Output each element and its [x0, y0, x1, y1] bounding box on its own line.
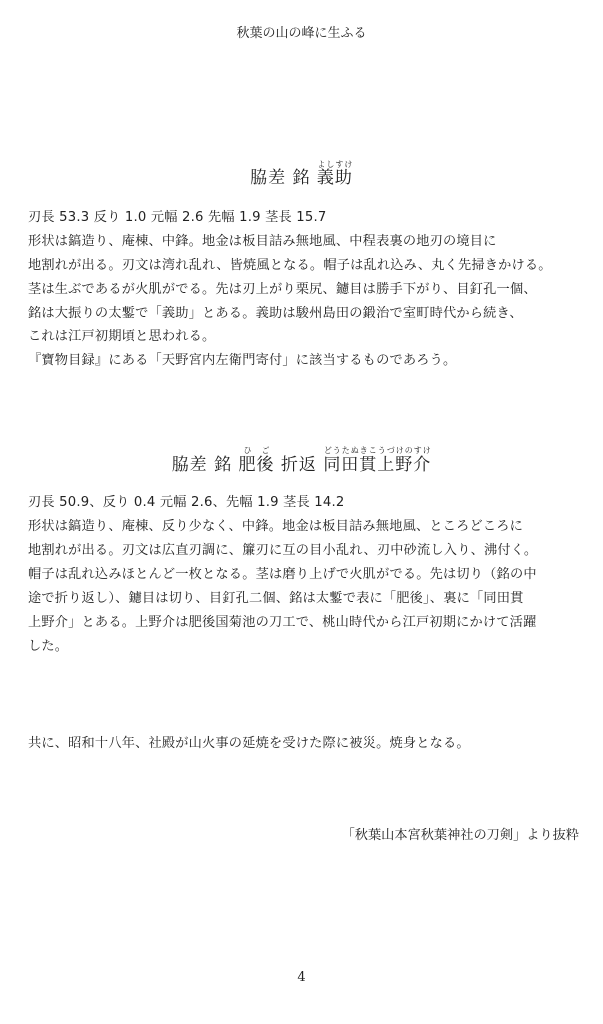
- source-citation: 「秋葉山本宮秋葉神社の刀剣」より抜粋: [341, 828, 579, 843]
- title-ruby-word: 折返​: [280, 446, 317, 475]
- closing-note: 共に、昭和十八年、社殿が山火事の延焼を受けた際に被災。焼身となる。: [28, 736, 470, 751]
- body-line: 形状は鎬造り、庵棟、反り少なく、中鋒。地金は板目詰み無地風、ところどころに: [28, 519, 524, 534]
- section-title-higo: [0, 446, 603, 475]
- page-number: 4: [297, 970, 306, 985]
- body-line: 茎は生ぶであるが火肌がでる。先は刃上がり栗尻、鑢目は勝手下がり、目釘孔一個、: [28, 282, 537, 297]
- running-header: 秋葉の山の峰に生ふる: [236, 26, 367, 41]
- body-line: 銘は大振りの太鏨で「義助」とある。義助は駿州島田の鍛治で室町時代から続き、: [28, 306, 523, 321]
- title-ruby-word: 同田貫上野介どうたぬきこうづけのすけ: [323, 446, 432, 475]
- title-word: 脇差: [250, 168, 287, 188]
- body-line: 地割れが出る。刃文は湾れ乱れ、皆焼風となる。帽子は乱れ込み、丸く先掃きかける。: [28, 258, 552, 273]
- title-word: 銘: [214, 455, 233, 475]
- spec-line: 刃長 53.3 反り 1.0 元幅 2.6 先幅 1.9 茎長 15.7: [28, 210, 327, 225]
- body-line: 地割れが出る。刃文は広直刃調に、簾刃に互の目小乱れ、刃中砂流し入り、沸付く。: [28, 543, 538, 558]
- spec-line: 刃長 50.9、反り 0.4 元幅 2.6、先幅 1.9 茎長 14.2: [28, 495, 345, 510]
- title-ruby-word: 肥後ひご: [238, 446, 275, 475]
- body-line: これは江戸初期頃と思われる。: [28, 329, 216, 344]
- title-ruby-word: 義助よしすけ: [316, 160, 353, 188]
- title-word: 脇差: [171, 455, 208, 475]
- body-line: 『寶物目録』にある「天野宮内左衛門寄付」に該当するものであろう。: [28, 353, 457, 368]
- body-line: 途で折り返し）、鑢目は切り、目釘孔二個、銘は太鏨で表に「肥後」、裏に「同田貫: [28, 591, 524, 606]
- body-line: した。: [28, 639, 69, 654]
- section-title-yoshisuke: [0, 160, 603, 188]
- body-line: 帽子は乱れ込みほとんど一枚となる。茎は磨り上げで火肌がでる。先は切り（銘の中: [28, 567, 537, 582]
- body-line: 上野介」とある。上野介は肥後国菊池の刀工で、桃山時代から江戸初期にかけて活躍: [28, 615, 537, 630]
- body-line: 形状は鎬造り、庵棟、中鋒。地金は板目詰み無地風、中程表裏の地刃の境目に: [28, 234, 497, 249]
- title-word: 銘: [292, 168, 311, 188]
